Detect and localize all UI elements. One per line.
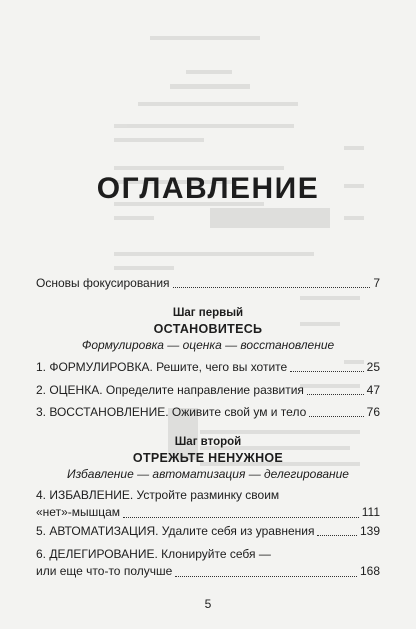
dot-leader [309,416,363,417]
step-label: Шаг первый [172,307,244,319]
toc-page-number: 139 [359,524,380,538]
toc-page-number: 25 [366,360,380,374]
toc-page-number: 111 [361,505,380,519]
dot-leader [123,517,359,518]
toc-page-number: 168 [359,564,380,578]
toc-entry-text: 4. ИЗБАВЛЕНИЕ. Устройте разминку своим [36,488,280,502]
toc-entry-text-continued: или еще что-то получше [36,564,173,578]
dot-leader [307,394,364,395]
step-title: ОСТАНОВИТЕСЬ [153,322,263,336]
dot-leader [173,287,371,288]
toc-entry-text-continued: «нет»-мышцам [36,505,121,519]
toc-entry-intro [36,276,380,291]
toc-page-number: 47 [366,383,380,397]
step-subtitle: Формулировка — оценка — восстановление [81,338,335,352]
dot-leader [290,371,363,372]
toc-entry-text: Основы фокусирования [36,276,170,290]
step-title: ОТРЕЖЬТЕ НЕНУЖНОЕ [132,451,284,465]
toc-entry [36,383,380,398]
toc-entry-text: 2. ОЦЕНКА. Определите направление развития [36,383,304,397]
toc-entry [36,487,380,521]
toc-page-number: 76 [366,405,380,419]
toc-page-number: 7 [373,276,380,290]
toc-entry [36,405,380,420]
toc-entry-text: 5. АВТОМАТИЗАЦИЯ. Удалите себя из уравнения [36,524,315,538]
toc-entry [36,546,380,580]
dot-leader [175,576,357,577]
step-label: Шаг второй [174,436,242,448]
toc-entry [36,360,380,375]
dot-leader [317,535,357,536]
page-number: 5 [204,597,212,611]
page-title: ОГЛАВЛЕНИЕ [96,172,320,205]
step-subtitle: Избавление — автоматизация — делегирование [67,467,349,481]
toc-entry-text: 1. ФОРМУЛИРОВКА. Решите, чего вы хотите [36,360,288,374]
toc-entry [36,524,380,539]
toc-entry-text: 6. ДЕЛЕГИРОВАНИЕ. Клонируйте себя — [36,547,271,561]
toc-entry-text: 3. ВОССТАНОВЛЕНИЕ. Оживите свой ум и тело [36,405,307,419]
